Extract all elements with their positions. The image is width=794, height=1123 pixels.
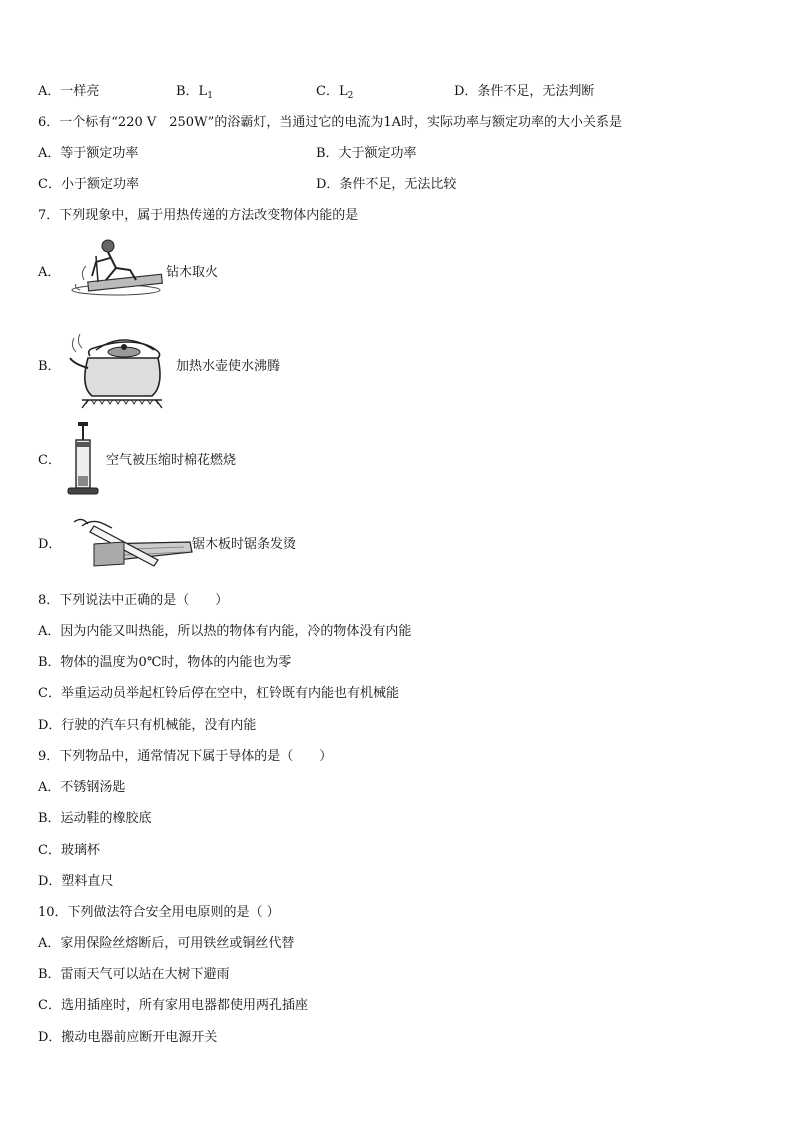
sawing-wood-figure bbox=[64, 514, 194, 570]
q10-option-c: C．选用插座时，所有家用电器都使用两孔插座 bbox=[38, 998, 308, 1013]
q9-option-b: B．运动鞋的橡胶底 bbox=[38, 811, 152, 826]
q9-option-c: C．玻璃杯 bbox=[38, 843, 100, 858]
q7-option-d-caption: 锯木板时锯条发烫 bbox=[192, 537, 297, 552]
q5-option-d: D．条件不足，无法判断 bbox=[454, 84, 595, 99]
q7-option-a-label: A． bbox=[38, 265, 61, 280]
q6-stem: 6．一个标有“220 V 250W”的浴霸灯，当通过它的电流为1A时，实际功率与额定功率的大小关系是 bbox=[38, 115, 622, 130]
q7-option-d-label: D． bbox=[38, 537, 62, 552]
q9-stem: 9．下列物品中，通常情况下属于导体的是（ ） bbox=[38, 749, 333, 764]
q10-option-d: D．搬动电器前应断开电源开关 bbox=[38, 1030, 218, 1045]
q5-option-c-text: C．L bbox=[316, 84, 348, 99]
drilling-wood-figure bbox=[66, 236, 166, 298]
q7-option-c-caption: 空气被压缩时棉花燃烧 bbox=[106, 453, 237, 468]
q7-option-b-caption: 加热水壶使水沸腾 bbox=[176, 359, 281, 374]
q5-option-b bbox=[176, 83, 213, 105]
q10-stem: 10．下列做法符合安全用电原则的是（ ） bbox=[38, 905, 280, 920]
kettle-figure bbox=[66, 328, 170, 410]
q9-option-a: A．不锈钢汤匙 bbox=[38, 780, 126, 795]
q10-option-b: B．雷雨天气可以站在大树下避雨 bbox=[38, 967, 230, 982]
q8-option-d: D．行驶的汽车只有机械能，没有内能 bbox=[38, 718, 257, 733]
compression-cylinder-figure bbox=[62, 420, 104, 500]
q7-option-c-label: C． bbox=[38, 453, 61, 468]
q5-option-a: A．一样亮 bbox=[38, 84, 100, 99]
q5-option-c bbox=[316, 83, 353, 105]
q8-option-c: C．举重运动员举起杠铃后停在空中，杠铃既有内能也有机械能 bbox=[38, 686, 399, 701]
q5-option-b-sub: 1 bbox=[207, 91, 213, 101]
q9-option-d: D．塑料直尺 bbox=[38, 874, 114, 889]
q7-option-a-caption: 钻木取火 bbox=[166, 265, 219, 280]
q7-option-b-label: B． bbox=[38, 359, 61, 374]
q6-option-c: C．小于额定功率 bbox=[38, 177, 139, 192]
q8-option-a: A．因为内能又叫热能，所以热的物体有内能，冷的物体没有内能 bbox=[38, 624, 412, 639]
q5-option-b-text: B．L bbox=[176, 84, 208, 99]
q8-option-b: B．物体的温度为0℃时，物体的内能也为零 bbox=[38, 655, 292, 670]
q7-stem: 7．下列现象中，属于用热传递的方法改变物体内能的是 bbox=[38, 208, 359, 223]
q6-option-b: B．大于额定功率 bbox=[316, 146, 417, 161]
q6-option-d: D．条件不足，无法比较 bbox=[316, 177, 457, 192]
q6-option-a: A．等于额定功率 bbox=[38, 146, 139, 161]
q8-stem: 8．下列说法中正确的是（ ） bbox=[38, 593, 229, 608]
q10-option-a: A．家用保险丝熔断后，可用铁丝或铜丝代替 bbox=[38, 936, 295, 951]
q5-option-c-sub: 2 bbox=[347, 91, 354, 101]
